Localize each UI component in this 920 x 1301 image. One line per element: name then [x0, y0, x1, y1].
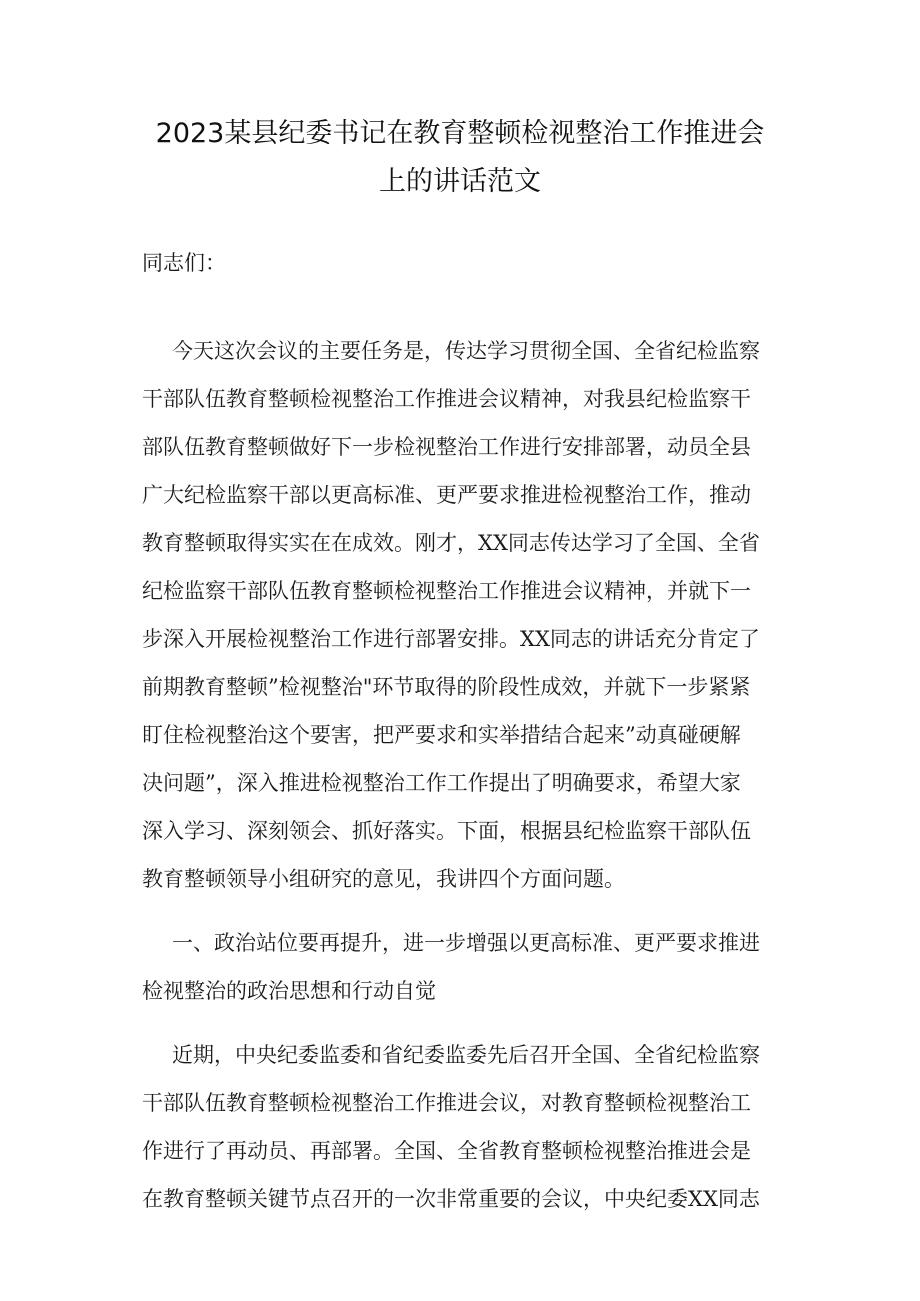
heading-line: 一、政治站位要再提升，进一步增强以更高标准、更严要求推进	[172, 931, 760, 955]
paragraph-line: 教育整顿取得实实在在成效。刚才，XX同志传达学习了全国、全省	[142, 531, 760, 555]
paragraph-line: 作进行了再动员、再部署。全国、全省教育整顿检视整治推进会是	[142, 1139, 751, 1163]
paragraph-line: 盯住检视整治这个要害，把严要求和实举措结合起来”动真碰硬解	[142, 723, 741, 747]
paragraph-line: 干部队伍教育整顿检视整治工作推进会议精神，对我县纪检监察干	[142, 387, 751, 411]
heading-line: 检视整治的政治思想和行动自觉	[142, 979, 436, 1003]
paragraph-line: 部队伍教育整顿做好下一步检视整治工作进行安排部署，动员全县	[142, 435, 751, 459]
paragraph-line: 纪检监察干部队伍教育整顿检视整治工作推进会议精神，并就下一	[142, 579, 751, 603]
document-title-line-2: 上的讲话范文	[379, 166, 541, 197]
paragraph-line: 前期教育整顿”检视整治"环节取得的阶段性成效，并就下一步紧紧	[142, 675, 751, 699]
paragraph-line: 步深入开展检视整治工作进行部署安排。XX同志的讲话充分肯定了	[142, 627, 760, 651]
salutation: 同志们：	[142, 251, 226, 275]
paragraph-line: 今天这次会议的主要任务是，传达学习贯彻全国、全省纪检监察	[172, 339, 760, 363]
paragraph-line: 干部队伍教育整顿检视整治工作推进会议，对教育整顿检视整治工	[142, 1091, 751, 1115]
paragraph-line: 在教育整顿关键节点召开的一次非常重要的会议，中央纪委XX同志	[142, 1187, 760, 1211]
document-title-line-1: 2023某县纪委书记在教育整顿检视整治工作推进会	[155, 118, 765, 149]
paragraph-line: 决问题”，深入推进检视整治工作工作提出了明确要求，希望大家	[142, 771, 741, 795]
paragraph-line: 教育整顿领导小组研究的意见，我讲四个方面问题。	[142, 867, 625, 891]
paragraph-line: 广大纪检监察干部以更高标准、更严要求推进检视整治工作，推动	[142, 483, 751, 507]
paragraph-line: 近期，中央纪委监委和省纪委监委先后召开全国、全省纪检监察	[172, 1043, 760, 1067]
paragraph-line: 深入学习、深刻领会、抓好落实。下面，根据县纪检监察干部队伍	[142, 819, 751, 843]
